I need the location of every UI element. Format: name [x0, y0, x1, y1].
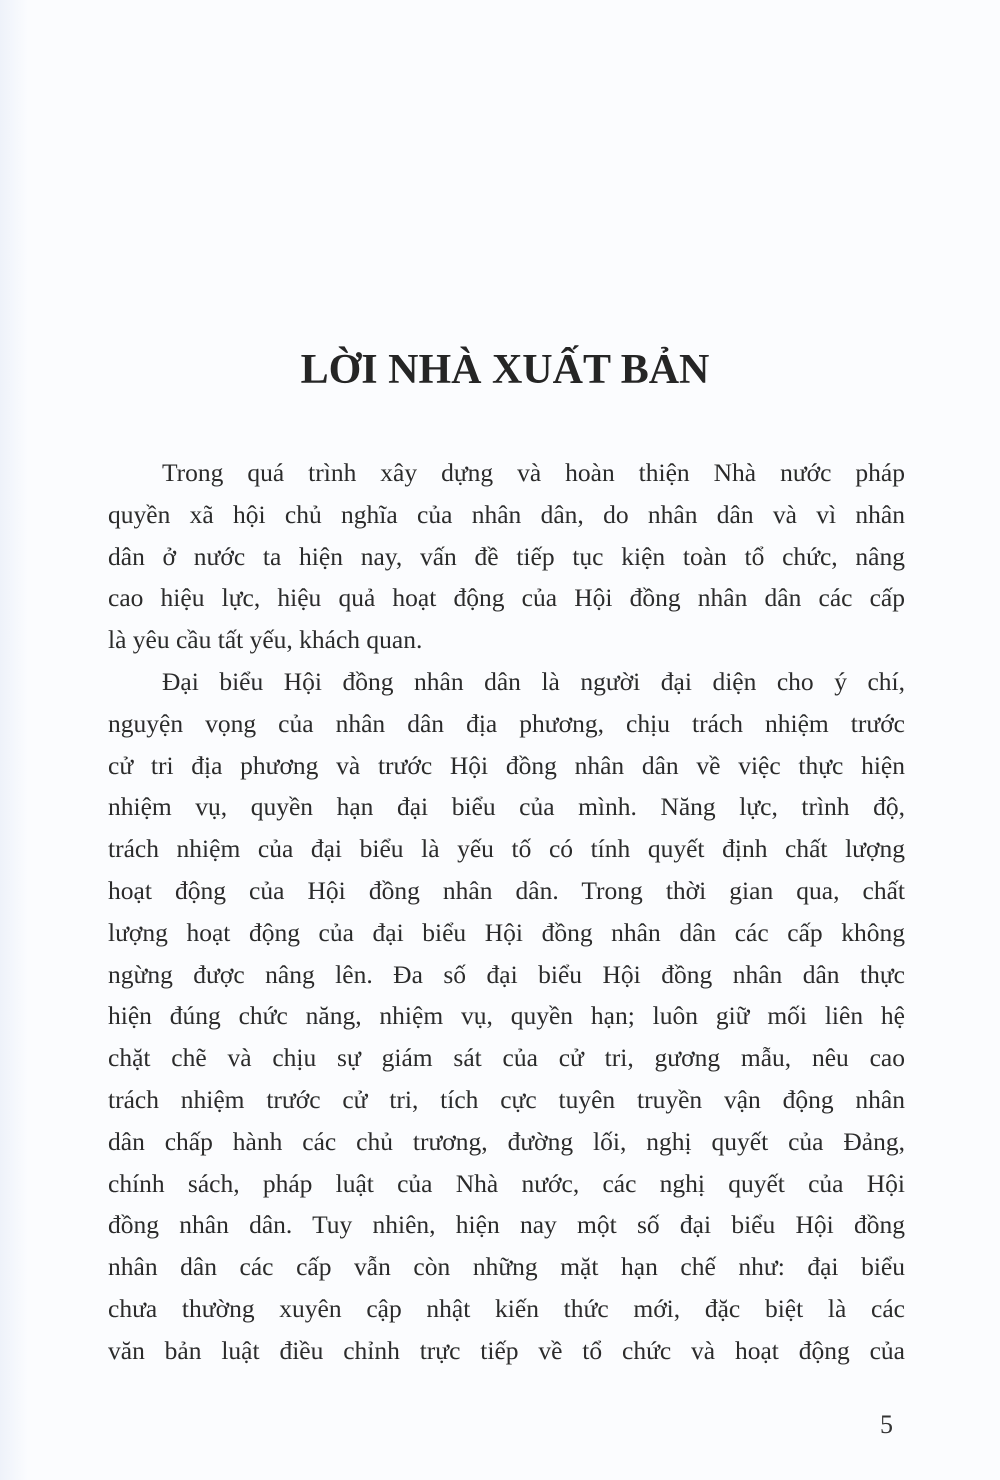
text-line: hiện đúng chức năng, nhiệm vụ, quyền hạn; luôn giữ mối liên hệ — [108, 1001, 905, 1031]
text-line: trách nhiệm của đại biểu là yếu tố có tính quyết định chất lượng — [108, 834, 905, 864]
text-line: là yêu cầu tất yếu, khách quan. — [108, 625, 423, 655]
text-line: Đại biểu Hội đồng nhân dân là người đại diện cho ý chí, — [162, 666, 905, 696]
page-edge-shadow — [0, 0, 28, 1480]
page-number: 5 — [880, 1410, 893, 1439]
text-line: cử tri địa phương và trước Hội đồng nhân dân về việc thực hiện — [108, 750, 905, 780]
text-line: cao hiệu lực, hiệu quả hoạt động của Hội đồng nhân dân các cấp — [108, 583, 905, 613]
text-line: nguyện vọng của nhân dân địa phương, chịu trách nhiệm trước — [108, 708, 905, 738]
body-text — [108, 452, 905, 1372]
text-line: chính sách, pháp luật của Nhà nước, các nghị quyết của Hội — [108, 1168, 905, 1198]
text-line: nhiệm vụ, quyền hạn đại biểu của mình. Năng lực, trình độ, — [108, 792, 905, 822]
page-title: LỜI NHÀ XUẤT BẢN — [300, 347, 710, 394]
text-line: Trong quá trình xây dựng và hoàn thiện Nhà nước pháp — [162, 458, 905, 487]
text-line: nhân dân các cấp vẫn còn những mặt hạn chế như: đại biểu — [108, 1252, 905, 1282]
paragraph-1 — [108, 452, 905, 661]
text-line: quyền xã hội chủ nghĩa của nhân dân, do nhân dân và vì nhân — [108, 499, 905, 529]
text-line: đồng nhân dân. Tuy nhiên, hiện nay một số đại biểu Hội đồng — [108, 1210, 905, 1240]
text-line: chặt chẽ và chịu sự giám sát của cử tri, gương mẫu, nêu cao — [108, 1043, 905, 1073]
text-line: lượng hoạt động của đại biểu Hội đồng nhân dân các cấp không — [108, 917, 905, 947]
text-line: ngừng được nâng lên. Đa số đại biểu Hội đồng nhân dân thực — [108, 959, 905, 989]
text-line: văn bản luật điều chỉnh trực tiếp về tổ chức và hoạt động của — [108, 1335, 905, 1365]
paragraph-2 — [108, 661, 905, 1372]
text-line: chưa thường xuyên cập nhật kiến thức mới, đặc biệt là các — [108, 1293, 905, 1323]
text-line: dân ở nước ta hiện nay, vấn đề tiếp tục kiện toàn tổ chức, nâng — [108, 541, 905, 571]
text-line: hoạt động của Hội đồng nhân dân. Trong thời gian qua, chất — [108, 875, 905, 905]
text-line: trách nhiệm trước cử tri, tích cực tuyên truyền vận động nhân — [108, 1084, 905, 1114]
text-line: dân chấp hành các chủ trương, đường lối, nghị quyết của Đảng, — [108, 1126, 905, 1156]
